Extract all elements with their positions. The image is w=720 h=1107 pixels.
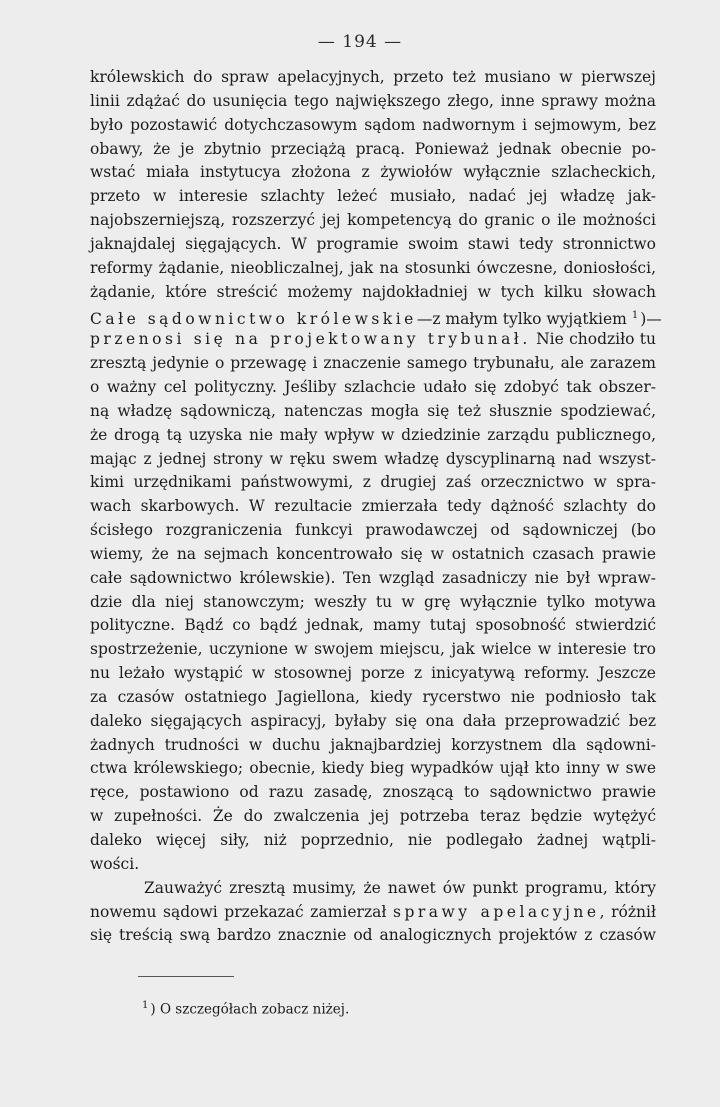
text-line: linii zdążać do usunięcia tego największego złego, inne sprawy można [90, 91, 656, 110]
text-line: się treścią swą bardzo znacznie od analogicznych projektów z czasów [90, 926, 656, 945]
text-line [90, 901, 656, 925]
text-line: było pozostawić dotychczasowym sądom nadwornym i sejmowym, bez [90, 115, 656, 134]
body-text [90, 66, 662, 948]
text-line: ctwa królewskiego; obecnie, kiedy bieg wypadków ujął kto inny w swe [90, 759, 656, 778]
text-line: spostrzeżenie, uczynione w swojem miejscu, jak wielce w interesie tro [90, 640, 656, 659]
footnote-paren: ) [150, 1001, 156, 1018]
text-line: dzie dla niej stanowczym; weszły tu w grę wyłącznie tylko motywa [90, 592, 656, 611]
text-line: że drogą tą uzyska nie mały wpływ w dziedzinie zarządu publicznego, [90, 425, 656, 444]
text-line: nu leżało wystąpić w stosownej porze z inicyatywą reformy. Jeszcze [90, 664, 656, 683]
footnote-mark: 1 [142, 1000, 149, 1011]
text-line: daleko więcej siły, niż poprzednio, nie podlegało żadnej wątpli- [90, 831, 656, 849]
text-line: jaknajdalej sięgających. W programie swoim stawi tedy stronnictwo [90, 234, 656, 253]
text-line: za czasów ostatniego Jagiellona, kiedy rycerstwo nie podniosło tak [90, 687, 656, 706]
footnote-divider [138, 976, 234, 977]
text-line: reformy żądanie, nieobliczalnej, jak na stosunki ówczesne, doniosłości, [90, 258, 656, 277]
text-line [90, 328, 656, 352]
text-line: królewskich do spraw apelacyjnych, przeto też musiano w pierwszej [90, 68, 656, 86]
text-line: kimi urzędnikami państwowymi, z drugiej zaś orzecznictwo w spra- [90, 473, 656, 492]
text-line: przeto w interesie szlachty leżeć musiało, nadać jej władzę jak- [90, 187, 656, 206]
text-line: ną władzę sądowniczą, natenczas mogła się też słusznie spodziewać, [90, 401, 656, 420]
text-line: najobszerniejszą, rozszerzyć jej kompetencyą do granic o ile możności [90, 211, 656, 230]
text-line: żadnych trudności w duchu jaknajbardziej korzystnem dla sądowni- [90, 735, 656, 754]
text-line: żądanie, które streścić możemy najdokładniej w tych kilku słowach [90, 282, 656, 301]
text-segment: )— [640, 310, 662, 329]
text-line: obawy, że je zbytnio przeciążą pracą. Ponieważ jednak obecnie po- [90, 139, 656, 158]
text-line: ręce, postawiono od razu zasadę, znoszącą to sądownictwo prawie [90, 783, 656, 802]
text-line: ścisłego rozgraniczenia funkcyi prawodawczej od sądowniczej (bo [90, 521, 656, 540]
text-line: polityczne. Bądź co bądź jednak, mamy tutaj sposobność stwierdzić [90, 616, 656, 635]
text-line: wstać miała instytucya złożona z żywiołów wyłącznie szlacheckich, [90, 163, 656, 182]
text-line: w zupełności. Że do zwalczenia jej potrzeba teraz będzie wytężyć [90, 807, 656, 826]
page-number: — 194 — [317, 32, 403, 52]
spaced-emphasis: sprawy apelacyjne [392, 902, 600, 921]
text-line: zresztą jedynie o przewagę i znaczenie samego trybunału, ale zarazem [90, 354, 656, 373]
text-line: wiemy, że na sejmach koncentrowało się w ostatnich czasach prawie [90, 544, 656, 563]
spaced-emphasis: Całe sądownictwo królewskie [90, 310, 417, 329]
text-line: całe sądownictwo królewskie). Ten wzgląd zasadniczy nie był wpraw- [90, 568, 656, 587]
text-line: wości. [90, 854, 140, 873]
footnote [142, 1000, 349, 1018]
text-line: wach skarbowych. W rezultacie zmierzała tedy dążność szlachty do [90, 497, 656, 516]
text-line: daleko sięgających aspiracyj, byłaby się ona dała przeprowadzić bez [90, 711, 656, 730]
text-line: mając z jednej strony w ręku swem władzę dyscyplinarną nad wszyst- [90, 449, 656, 468]
text-segment: nowemu sądowi przekazać zamierzał [90, 902, 393, 921]
footnote-reference: 1 [631, 310, 639, 322]
text-line: Zauważyć zresztą musimy, że nawet ów punkt programu, który [144, 878, 656, 897]
text-line: o ważny cel polityczny. Jeśliby szlachcie udało się zdobyć tak obszer- [90, 377, 656, 396]
text-segment: Nie chodziło tu [530, 330, 656, 349]
text-segment: —z małym tylko wyjątkiem [416, 310, 627, 329]
footnote-text: O szczegółach zobacz niżej. [155, 1001, 350, 1018]
text-line [90, 304, 662, 329]
spaced-emphasis: przenosi się na projektowany trybunał. [90, 330, 531, 349]
text-segment: , różnił [599, 902, 656, 921]
